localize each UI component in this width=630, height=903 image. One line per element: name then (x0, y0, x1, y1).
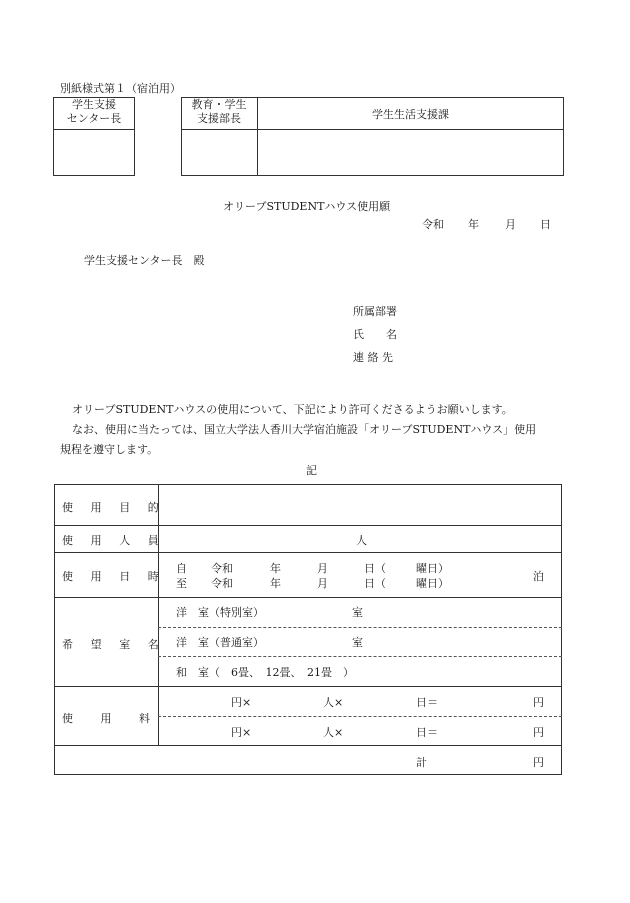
people-label: 使用人員 (62, 534, 177, 547)
purpose-label: 使用目的 (62, 501, 177, 514)
from-weekday: 曜日） (416, 562, 449, 575)
room-regular-unit: 室 (352, 636, 363, 649)
room-special: 洋 室（特別室） (176, 606, 264, 619)
total-yen: 円 (533, 756, 544, 769)
fee1-people-x: 人× (323, 696, 344, 709)
approval-box-center-director-label (53, 98, 135, 126)
from-month: 月 (317, 562, 328, 575)
row-divider (54, 525, 562, 526)
nights-unit: 泊 (533, 570, 544, 583)
room-label: 希望室名 (62, 638, 177, 651)
fee2-days-eq: 日＝ (416, 726, 438, 739)
date-year: 年 (468, 218, 479, 231)
row-divider (54, 597, 562, 598)
addressee: 学生支援センター長 殿 (84, 254, 205, 267)
fee2-yen-x: 円× (231, 726, 252, 739)
room-regular: 洋 室（普通室） (176, 636, 264, 649)
datetime-label: 使用日時 (62, 570, 177, 583)
to-day: 日（ (364, 577, 386, 590)
to-month: 月 (317, 577, 328, 590)
from-day: 日（ (364, 562, 386, 575)
body-line-3: 規程を遵守します。 (60, 443, 159, 456)
body-line-2: なお、使用に当たっては、国立大学法人香川大学宿泊施設「オリーブSTUDENTハウス」使用 (72, 423, 537, 436)
to-weekday: 曜日） (416, 577, 449, 590)
approval-box-dean-label (181, 98, 257, 126)
to-era: 令和 (211, 577, 233, 590)
to-prefix: 至 (176, 577, 187, 590)
divider (181, 129, 564, 130)
form-label: 別紙様式第１（宿泊用） (60, 82, 181, 95)
divider (53, 129, 135, 130)
ki-heading: 記 (306, 464, 317, 477)
fee1-yen: 円 (533, 696, 544, 709)
fee-dashed-divider (158, 716, 562, 717)
from-year: 年 (270, 562, 281, 575)
applicant-name-label: 氏 名 (353, 328, 397, 341)
fee1-yen-x: 円× (231, 696, 252, 709)
body-line-1: オリーブSTUDENTハウスの使用について、下記により許可くださるようお願いします。 (72, 403, 513, 416)
applicant-contact-label: 連 絡 先 (353, 351, 393, 364)
people-unit: 人 (356, 534, 367, 547)
approval-box-student-affairs-label: 学生生活支援課 (372, 108, 449, 121)
label-column-divider (158, 484, 159, 745)
label-line: センター長 (66, 112, 122, 125)
purpose-field[interactable] (160, 486, 560, 524)
to-year: 年 (270, 577, 281, 590)
row-divider (54, 686, 562, 687)
room-dashed-divider (158, 627, 562, 628)
fee2-people-x: 人× (323, 726, 344, 739)
from-prefix: 自 (176, 562, 187, 575)
from-era: 令和 (211, 562, 233, 575)
fee1-days-eq: 日＝ (416, 696, 438, 709)
date-era: 令和 (422, 218, 444, 231)
document-title: オリーブSTUDENTハウス使用願 (223, 200, 391, 213)
label-line: 教育・学生 (191, 98, 247, 111)
total-label: 計 (416, 756, 427, 769)
date-day: 日 (540, 218, 551, 231)
row-divider (54, 552, 562, 553)
row-divider (54, 745, 562, 746)
room-special-unit: 室 (352, 606, 363, 619)
label-line: 支援部長 (197, 112, 241, 125)
label-line: 学生支援 (72, 98, 116, 111)
fee2-yen: 円 (533, 726, 544, 739)
room-japanese: 和 室（ 6畳、 12畳、 21畳 ） (176, 666, 354, 679)
applicant-dept-label: 所属部署 (353, 305, 397, 318)
fee-label: 使用料 (62, 712, 178, 725)
date-month: 月 (505, 218, 516, 231)
application-table (54, 484, 562, 775)
room-dashed-divider (158, 656, 562, 657)
